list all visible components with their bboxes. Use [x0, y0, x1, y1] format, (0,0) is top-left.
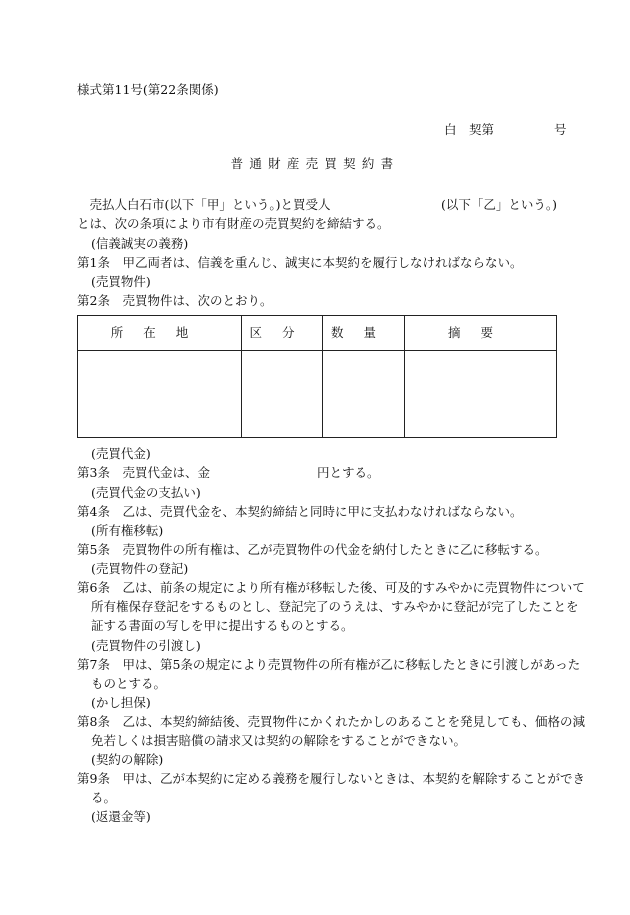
article-2: 第2条 売買物件は、次のとおり。	[77, 293, 273, 308]
form-number: 様式第11号(第22条関係)	[77, 82, 219, 97]
article-6-line-2: 所有権保存登記をするものとし、登記完了のうえは、すみやかに登記が完了したことを	[91, 599, 579, 614]
header-category: 区分	[242, 316, 323, 351]
article-3-heading: (売買代金)	[91, 446, 151, 461]
article-1-heading: (信義誠実の義務)	[91, 236, 189, 251]
cell-location	[78, 351, 242, 438]
article-4-heading: (売買代金の支払い)	[91, 485, 201, 500]
header-quantity: 数量	[323, 316, 405, 351]
article-5-heading: (所有権移転)	[91, 523, 164, 538]
intro-line-2: とは、次の条項により市有財産の売買契約を締結する。	[77, 216, 390, 231]
article-5: 第5条 売買物件の所有権は、乙が売買物件の代金を納付したときに乙に移転する。	[77, 542, 548, 557]
contract-number-suffix: 号	[553, 122, 567, 137]
cell-quantity	[323, 351, 405, 438]
article-6-heading: (売買物件の登記)	[91, 561, 189, 576]
cell-remarks	[405, 351, 557, 438]
contract-number-prefix: 白 契第	[444, 122, 495, 137]
article-6-line-3: 証する書面の写しを甲に提出するものとする。	[91, 618, 354, 633]
article-8-line-1: 第8条 乙は、本契約締結後、売買物件にかくれたかしのあることを発見しても、価格の減	[77, 714, 585, 729]
article-3: 第3条 売買代金は、金	[77, 465, 210, 480]
property-table	[77, 315, 557, 438]
intro-line-1: 売払人白石市(以下「甲」という。)と買受人	[77, 197, 331, 212]
article-7-line-2: ものとする。	[91, 676, 167, 691]
article-3-end: 円とする。	[317, 465, 380, 480]
property-table-header-row	[78, 316, 557, 351]
document-title: 普通財産売買契約書	[230, 156, 400, 171]
header-remarks: 摘要	[405, 316, 557, 351]
article-9-line-1: 第9条 甲は、乙が本契約に定める義務を履行しないときは、本契約を解除することができ	[77, 771, 585, 786]
article-1: 第1条 甲乙両者は、信義を重んじ、誠実に本契約を履行しなければならない。	[77, 255, 523, 270]
header-location: 所在地	[78, 316, 242, 351]
article-8-heading: (かし担保)	[91, 695, 151, 710]
article-6-line-1: 第6条 乙は、前条の規定により所有権が移転した後、可及的すみやかに売買物件について	[77, 580, 585, 595]
article-7-heading: (売買物件の引渡し)	[91, 638, 201, 653]
article-10-heading: (返還金等)	[91, 809, 151, 824]
article-2-heading: (売買物件)	[91, 274, 151, 289]
article-4: 第4条 乙は、売買代金を、本契約締結と同時に甲に支払わなければならない。	[77, 504, 523, 519]
intro-line-1-end: (以下「乙」という。)	[441, 197, 558, 212]
property-table-row	[78, 351, 557, 438]
cell-category	[242, 351, 323, 438]
article-7-line-1: 第7条 甲は、第5条の規定により売買物件の所有権が乙に移転したときに引渡しがあった	[77, 657, 581, 672]
article-9-line-2: る。	[91, 790, 117, 805]
article-9-heading: (契約の解除)	[91, 752, 164, 767]
contract-number	[444, 124, 567, 137]
article-8-line-2: 免若しくは損害賠償の請求又は契約の解除をすることができない。	[91, 733, 467, 748]
